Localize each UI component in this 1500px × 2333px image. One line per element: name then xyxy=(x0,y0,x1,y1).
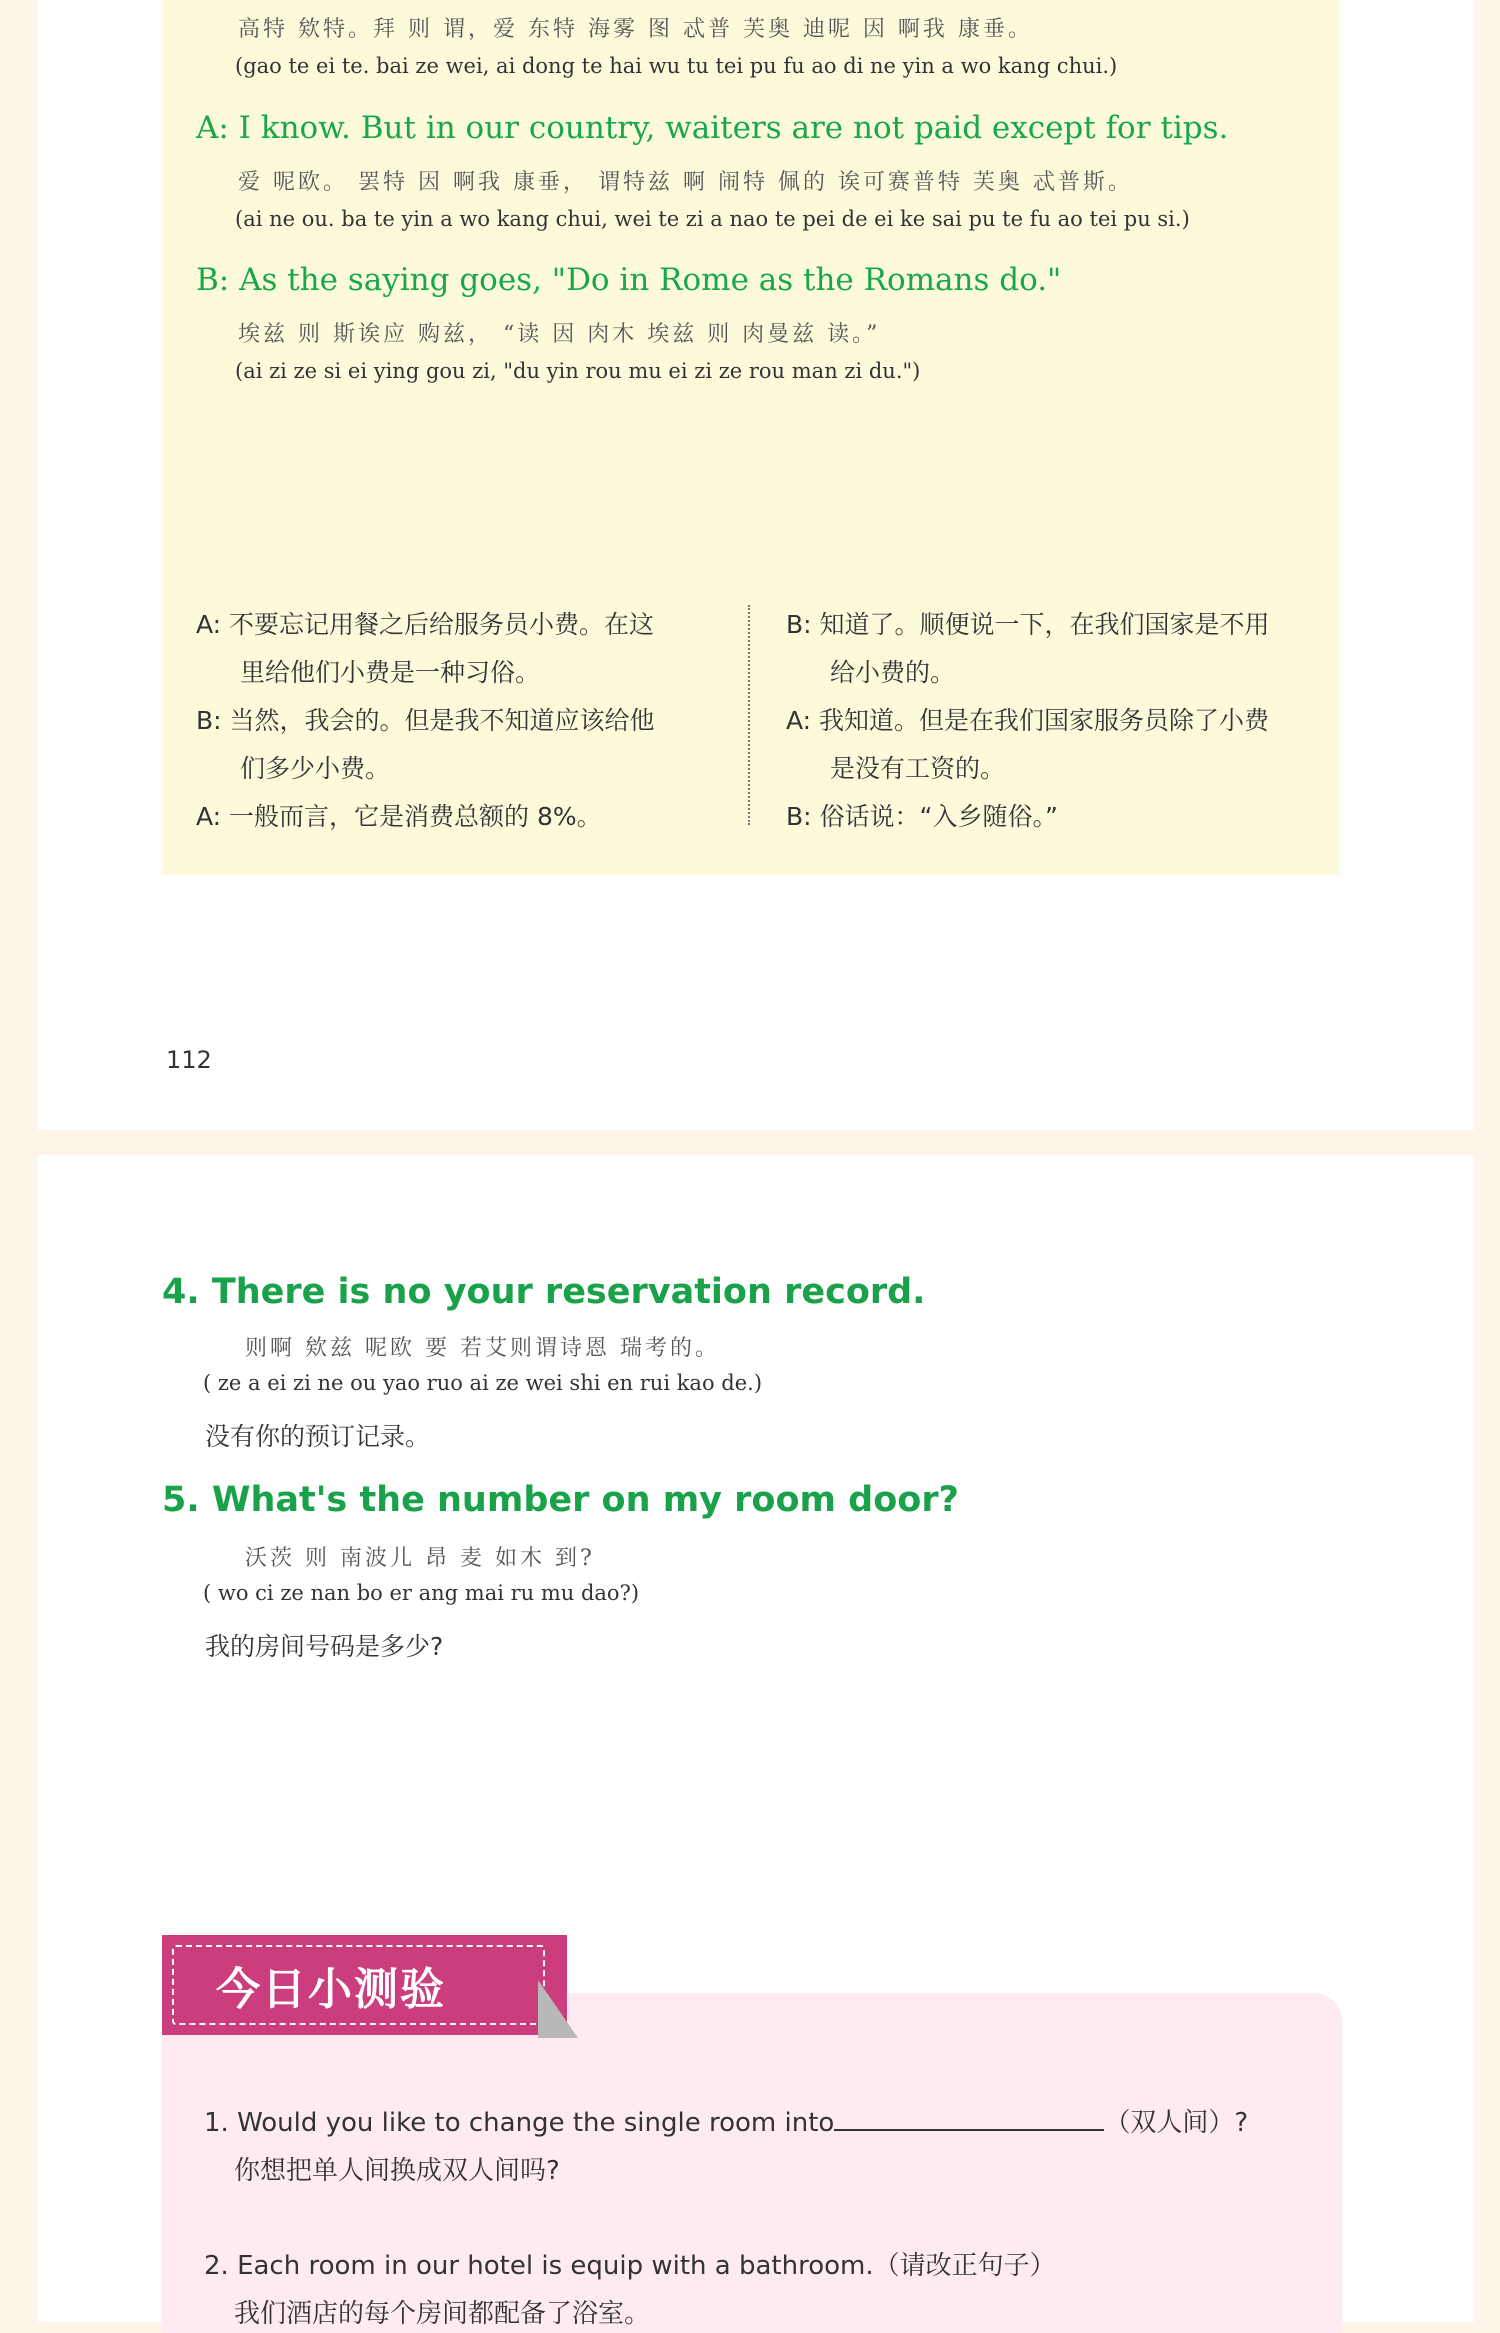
translation-divider xyxy=(748,605,750,825)
dialogue-pinyin-2: (ai zi ze si ei ying gou zi, "du yin rou mu ei zi ze rou man zi du.") xyxy=(235,359,921,383)
translation-left-3: 们多少小费。 xyxy=(240,754,391,783)
quiz-question-1: 1. Would you like to change the single room into （双人间）? xyxy=(204,2108,1249,2138)
page-number: 112 xyxy=(166,1046,212,1074)
sentence-phonetic-5: 沃茨 则 南波儿 昂 麦 如木 到? xyxy=(245,1546,595,1571)
dialogue-english-2: B: As the saying goes, "Do in Rome as the Romans do." xyxy=(196,262,1062,298)
quiz-answer-blank-1[interactable] xyxy=(834,2107,1104,2131)
translation-right-3: 是没有工资的。 xyxy=(830,754,1006,783)
dialogue-phonetic-1: 爱 呢欧。 罢特 因 啊我 康垂， 谓特兹 啊 闹特 佩的 诶可赛普特 芙奥 忒普斯。 xyxy=(238,170,1133,195)
translation-left-4: A: 一般而言，它是消费总额的 8%。 xyxy=(196,802,602,831)
quiz-tab-fold xyxy=(538,1980,578,2038)
dialogue-pinyin-1: (ai ne ou. ba te yin a wo kang chui, wei te zi a nao te pei de ei ke sai pu te fu ao tei pu si.) xyxy=(235,207,1190,231)
quiz-translation-1: 你想把单人间换成双人间吗? xyxy=(234,2156,560,2186)
translation-left-1: 里给他们小费是一种习俗。 xyxy=(240,658,541,687)
sentence-chinese-5: 我的房间号码是多少? xyxy=(205,1632,444,1661)
translation-right-2: A: 我知道。但是在我们国家服务员除了小费 xyxy=(786,706,1270,735)
sentence-pinyin-5: ( wo ci ze nan bo er ang mai ru mu dao?) xyxy=(203,1581,640,1605)
translation-left-2: B: 当然，我会的。但是我不知道应该给他 xyxy=(196,706,655,735)
quiz-translation-2: 我们酒店的每个房间都配备了浴室。 xyxy=(234,2299,651,2329)
sentence-phonetic-4: 则啊 欸兹 呢欧 要 若艾则谓诗恩 瑞考的。 xyxy=(245,1336,720,1361)
translation-right-0: B: 知道了。顺便说一下，在我们国家是不用 xyxy=(786,610,1270,639)
page-113 xyxy=(38,1155,1474,2329)
sentence-chinese-4: 没有你的预订记录。 xyxy=(205,1422,431,1451)
quiz-header-tab xyxy=(162,1935,567,2035)
quiz-title: 今日小测验 xyxy=(216,1964,446,2015)
dialogue-pinyin-0: (gao te ei te. bai ze wei, ai dong te hai wu tu tei pu fu ao di ne yin a wo kang chui.) xyxy=(235,54,1118,78)
translation-right-4: B: 俗话说：“入乡随俗。” xyxy=(786,802,1058,831)
sentence-heading-4: 4. There is no your reservation record. xyxy=(162,1272,926,1312)
sentence-heading-5: 5. What's the number on my room door? xyxy=(162,1480,959,1520)
dialogue-phonetic-2: 埃兹 则 斯诶应 购兹， “读 因 肉木 埃兹 则 肉曼兹 读。” xyxy=(238,322,881,347)
translation-right-1: 给小费的。 xyxy=(830,658,956,687)
translation-left-0: A: 不要忘记用餐之后给服务员小费。在这 xyxy=(196,610,655,639)
dialogue-phonetic-0: 高特 欸特。拜 则 谓，爱 东特 海雾 图 忒普 芙奥 迪呢 因 啊我 康垂。 xyxy=(238,17,1033,42)
quiz-question-2: 2. Each room in our hotel is equip with a bathroom.（请改正句子） xyxy=(204,2251,1056,2281)
sentence-pinyin-4: ( ze a ei zi ne ou yao ruo ai ze wei shi en rui kao de.) xyxy=(203,1371,763,1395)
dialogue-english-1: A: I know. But in our country, waiters are not paid except for tips. xyxy=(196,110,1229,146)
page-112 xyxy=(38,0,1474,1130)
